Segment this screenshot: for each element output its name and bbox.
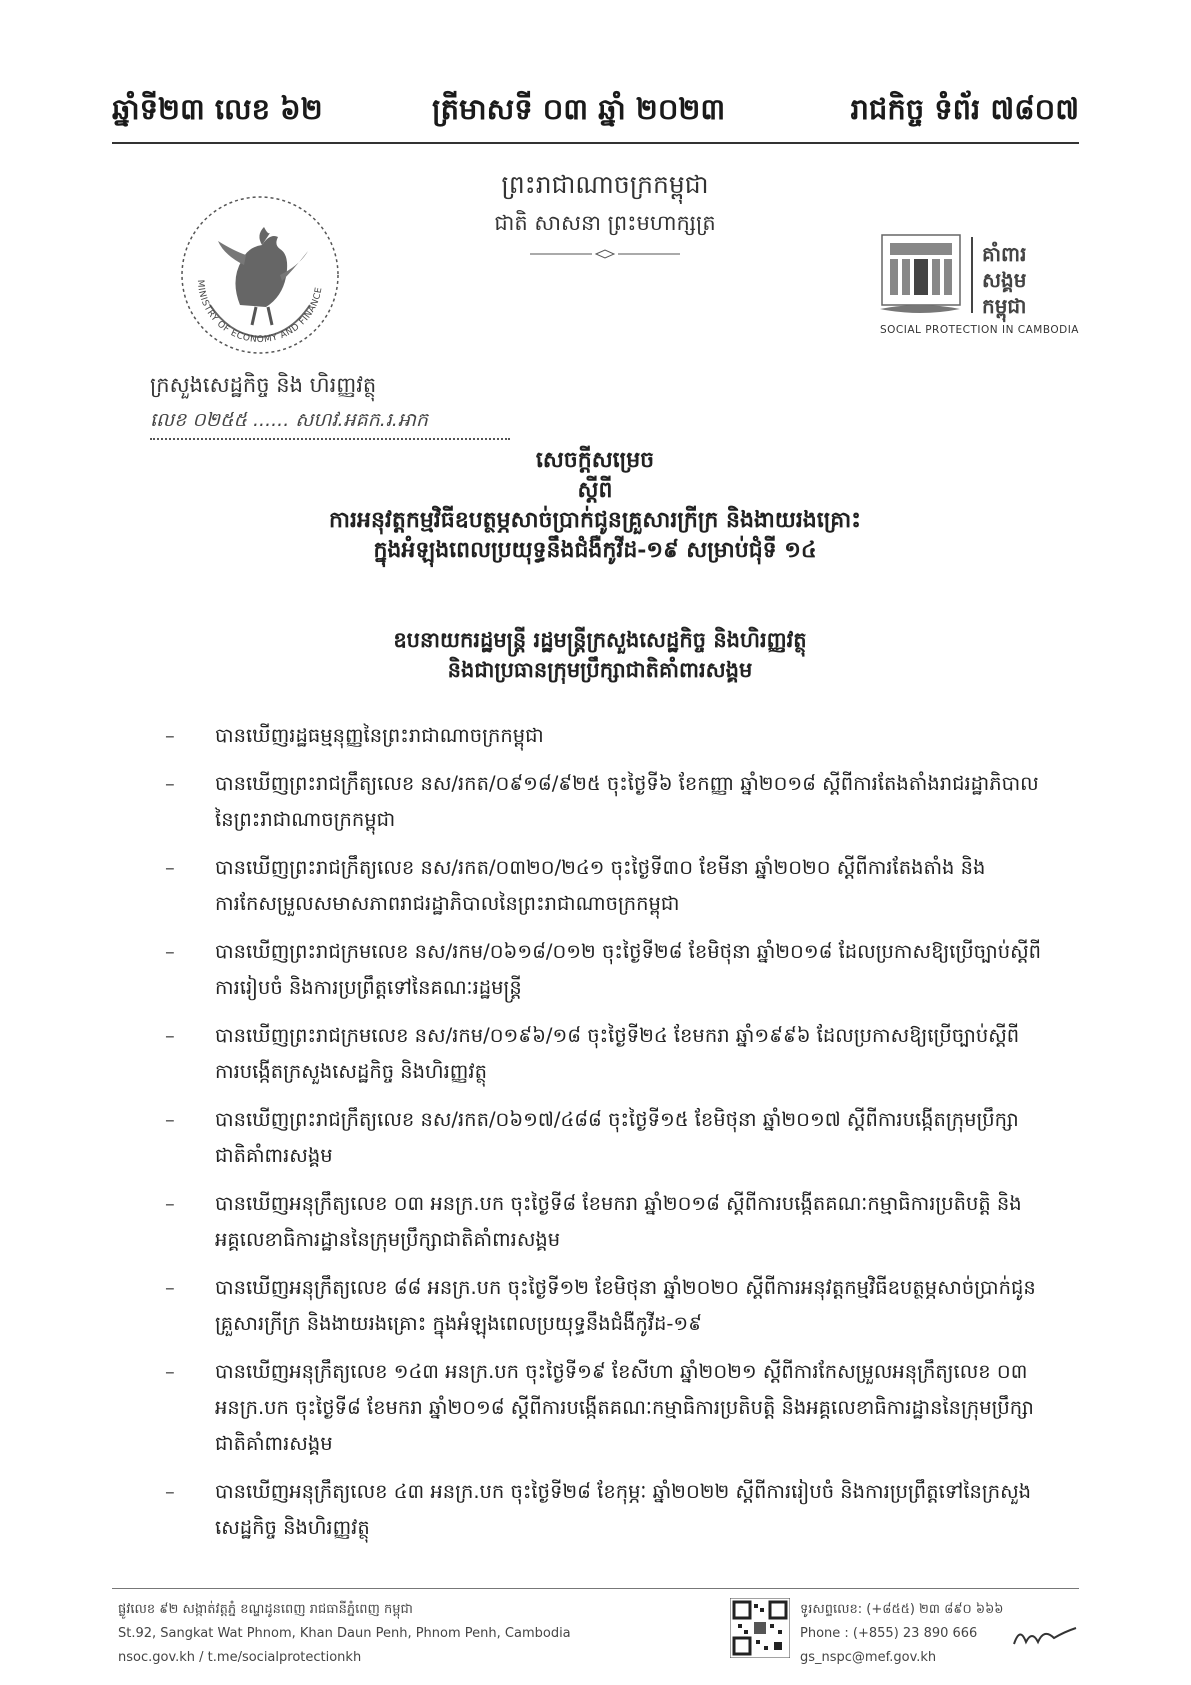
dash-bullet: – bbox=[165, 1480, 175, 1503]
list-item: – បានឃើញរដ្ឋធម្មនុញ្ញនៃព្រះរាជាណាចក្រកម្ពុជា bbox=[165, 718, 1045, 754]
list-item: – បានឃើញព្រះរាជក្រឹត្យលេខ នស/រកត/០៦១៧/៤៨៨ ចុះថ្ងៃទី១៥ ខែមិថុនា ឆ្នាំ២០១៧ ស្តីពីការបង្កើតក្រុមប្រឹក្សាជាតិគាំពារសង្គម bbox=[165, 1102, 1045, 1174]
sp-logo-line1: គាំពារ bbox=[982, 242, 1027, 266]
issuing-authority bbox=[260, 625, 940, 685]
authority-line2: និងជាប្រធានក្រុមប្រឹក្សាជាតិគាំពារសង្គម bbox=[447, 657, 753, 682]
footer-contact bbox=[800, 1598, 1004, 1670]
reference-number: លេខ ០២៥៥ ...... សហវ.អគក.រ.អាក bbox=[150, 408, 510, 440]
address-english: St.92, Sangkat Wat Phnom, Khan Daun Penh, Phnom Penh, Cambodia bbox=[118, 1626, 571, 1641]
sp-logo-line3: កម្ពុជា bbox=[982, 294, 1027, 318]
dash-bullet: – bbox=[165, 1108, 175, 1131]
dash-bullet: – bbox=[165, 1192, 175, 1215]
dash-bullet: – bbox=[165, 856, 175, 879]
kingdom-motto-text: ជាតិ សាសនា ព្រះមហាក្សត្រ bbox=[494, 211, 716, 235]
dash-bullet: – bbox=[165, 1276, 175, 1299]
dash-bullet: – bbox=[165, 724, 175, 747]
ministry-seal-logo bbox=[170, 185, 350, 365]
sp-logo-caption: SOCIAL PROTECTION IN CAMBODIA bbox=[880, 324, 1079, 336]
title-decision: សេចក្តីសម្រេច bbox=[535, 447, 655, 473]
header-divider bbox=[112, 142, 1079, 144]
list-item: – បានឃើញព្រះរាជក្រឹត្យលេខ នស/រកត/០៣២០/២៤១ ចុះថ្ងៃទី៣០ ខែមីនា ឆ្នាំ២០២០ ស្តីពីការតែងតាំង និងការកែសម្រួលសមាសភាពរាជរដ្ឋាភិបាលនៃព្រះរាជាណាចក្រកម្ពុជា bbox=[165, 850, 1045, 922]
website-links[interactable]: nsoc.gov.kh / t.me/socialprotectionkh bbox=[118, 1650, 362, 1665]
list-item: – បានឃើញអនុក្រឹត្យលេខ ១៤៣ អនក្រ.បក ចុះថ្ងៃទី១៩ ខែសីហា ឆ្នាំ២០២១ ស្តីពីការកែសម្រួលអនុក្រឹត្យលេខ ០៣ អនក្រ.បក ចុះថ្ងៃទី៨ ខែមករា ឆ្នាំ២០១៨ ស្តីពីការបង្កើតគណៈកម្មាធិការប្រតិបត្តិ និងអគ្គលេខាធិការដ្ឋាននៃក្រុមប្រឹក្សាជាតិគាំពារសង្គម bbox=[165, 1354, 1045, 1462]
gazette-header bbox=[112, 92, 1079, 132]
dash-bullet: – bbox=[165, 1024, 175, 1047]
footer-divider bbox=[112, 1588, 1079, 1589]
list-item: – បានឃើញព្រះរាជក្រមលេខ នស/រកម/០៦១៨/០១២ ចុះថ្ងៃទី២៨ ខែមិថុនា ឆ្នាំ២០១៨ ដែលប្រកាសឱ្យប្រើច្បាប់ស្តីពីការរៀបចំ និងការប្រព្រឹត្តទៅនៃគណៈរដ្ឋមន្ត្រី bbox=[165, 934, 1045, 1006]
gazette-page-number: រាជកិច្ច ទំព័រ ៧៨០៧ bbox=[850, 92, 1079, 126]
kingdom-motto bbox=[460, 170, 750, 263]
dash-bullet: – bbox=[165, 1360, 175, 1383]
list-item: – បានឃើញអនុក្រឹត្យលេខ ៤៣ អនក្រ.បក ចុះថ្ងៃទី២៨ ខែកុម្ភៈ ឆ្នាំ២០២២ ស្តីពីការរៀបចំ និងការប្រព្រឹត្តទៅនៃក្រសួងសេដ្ឋកិច្ច និងហិរញ្ញវត្ថុ bbox=[165, 1474, 1045, 1546]
initials-signature bbox=[1010, 1622, 1080, 1652]
email-address[interactable]: gs_nspc@mef.gov.kh bbox=[800, 1650, 937, 1665]
ministry-name: ក្រសួងសេដ្ឋកិច្ច និង ហិរញ្ញវត្ថុ bbox=[150, 373, 377, 397]
authority-line1: ឧបនាយករដ្ឋមន្ត្រី រដ្ឋមន្ត្រីក្រសួងសេដ្ឋកិច្ច និងហិរញ្ញវត្ថុ bbox=[393, 627, 807, 652]
preamble-clauses bbox=[165, 718, 1045, 1558]
phone-khmer: ទូរសព្ទលេខ: (+៨៥៥) ២៣ ៨៩០ ៦៦៦ bbox=[800, 1602, 1004, 1617]
qr-code-icon bbox=[730, 1598, 790, 1658]
address-khmer: ផ្លូវលេខ ៩២ សង្កាត់វត្តភ្នំ ខណ្ឌដូនពេញ រាជធានីភ្នំពេញ កម្ពុជា bbox=[118, 1602, 413, 1617]
social-protection-logo bbox=[880, 233, 1080, 323]
gazette-issue: ឆ្នាំទី២៣ លេខ ៦២ bbox=[112, 92, 323, 126]
title-subject-line1: ការអនុវត្តកម្មវិធីឧបត្ថម្ភសាច់ប្រាក់ជូនគ្រួសារក្រីក្រ និងងាយរងគ្រោះ bbox=[329, 507, 861, 533]
decision-title bbox=[200, 445, 990, 565]
gazette-quarter: ត្រីមាសទី ០៣ ឆ្នាំ ២០២៣ bbox=[432, 92, 726, 126]
list-item: – បានឃើញព្រះរាជក្រឹត្យលេខ នស/រកត/០៩១៨/៩២៥ ចុះថ្ងៃទី៦ ខែកញ្ញា ឆ្នាំ២០១៨ ស្តីពីការតែងតាំងរាជរដ្ឋាភិបាលនៃព្រះរាជាណាចក្រកម្ពុជា bbox=[165, 766, 1045, 838]
list-item: – បានឃើញអនុក្រឹត្យលេខ ៨៨ អនក្រ.បក ចុះថ្ងៃទី១២ ខែមិថុនា ឆ្នាំ២០២០ ស្តីពីការអនុវត្តកម្មវិធីឧបត្ថម្ភសាច់ប្រាក់ជូនគ្រួសារក្រីក្រ និងងាយរងគ្រោះ ក្នុងអំឡុងពេលប្រយុទ្ធនឹងជំងឺកូវីដ-១៩ bbox=[165, 1270, 1045, 1342]
dash-bullet: – bbox=[165, 772, 175, 795]
ministry-seal-text: MINISTRY OF ECONOMY AND FINANCE bbox=[194, 279, 325, 346]
ornament-divider bbox=[530, 249, 680, 259]
dash-bullet: – bbox=[165, 940, 175, 963]
kingdom-name: ព្រះរាជាណាចក្រកម្ពុជា bbox=[501, 170, 709, 199]
title-subject-line2: ក្នុងអំឡុងពេលប្រយុទ្ធនឹងជំងឺកូវីដ-១៩ សម្រាប់ជុំទី ១៤ bbox=[373, 537, 817, 563]
sp-logo-line2: សង្គម bbox=[982, 268, 1027, 292]
phone-english: Phone : (+855) 23 890 666 bbox=[800, 1626, 978, 1641]
title-regarding: ស្តីពី bbox=[577, 477, 613, 503]
list-item: – បានឃើញអនុក្រឹត្យលេខ ០៣ អនក្រ.បក ចុះថ្ងៃទី៨ ខែមករា ឆ្នាំ២០១៨ ស្តីពីការបង្កើតគណៈកម្មាធិការប្រតិបត្តិ និងអគ្គលេខាធិការដ្ឋាននៃក្រុមប្រឹក្សាជាតិគាំពារសង្គម bbox=[165, 1186, 1045, 1258]
list-item: – បានឃើញព្រះរាជក្រមលេខ នស/រកម/០១៩៦/១៨ ចុះថ្ងៃទី២៤ ខែមករា ឆ្នាំ១៩៩៦ ដែលប្រកាសឱ្យប្រើច្បាប់ស្តីពី ការបង្កើតក្រសួងសេដ្ឋកិច្ច និងហិរញ្ញវត្ថុ bbox=[165, 1018, 1045, 1090]
footer-address bbox=[118, 1598, 571, 1670]
